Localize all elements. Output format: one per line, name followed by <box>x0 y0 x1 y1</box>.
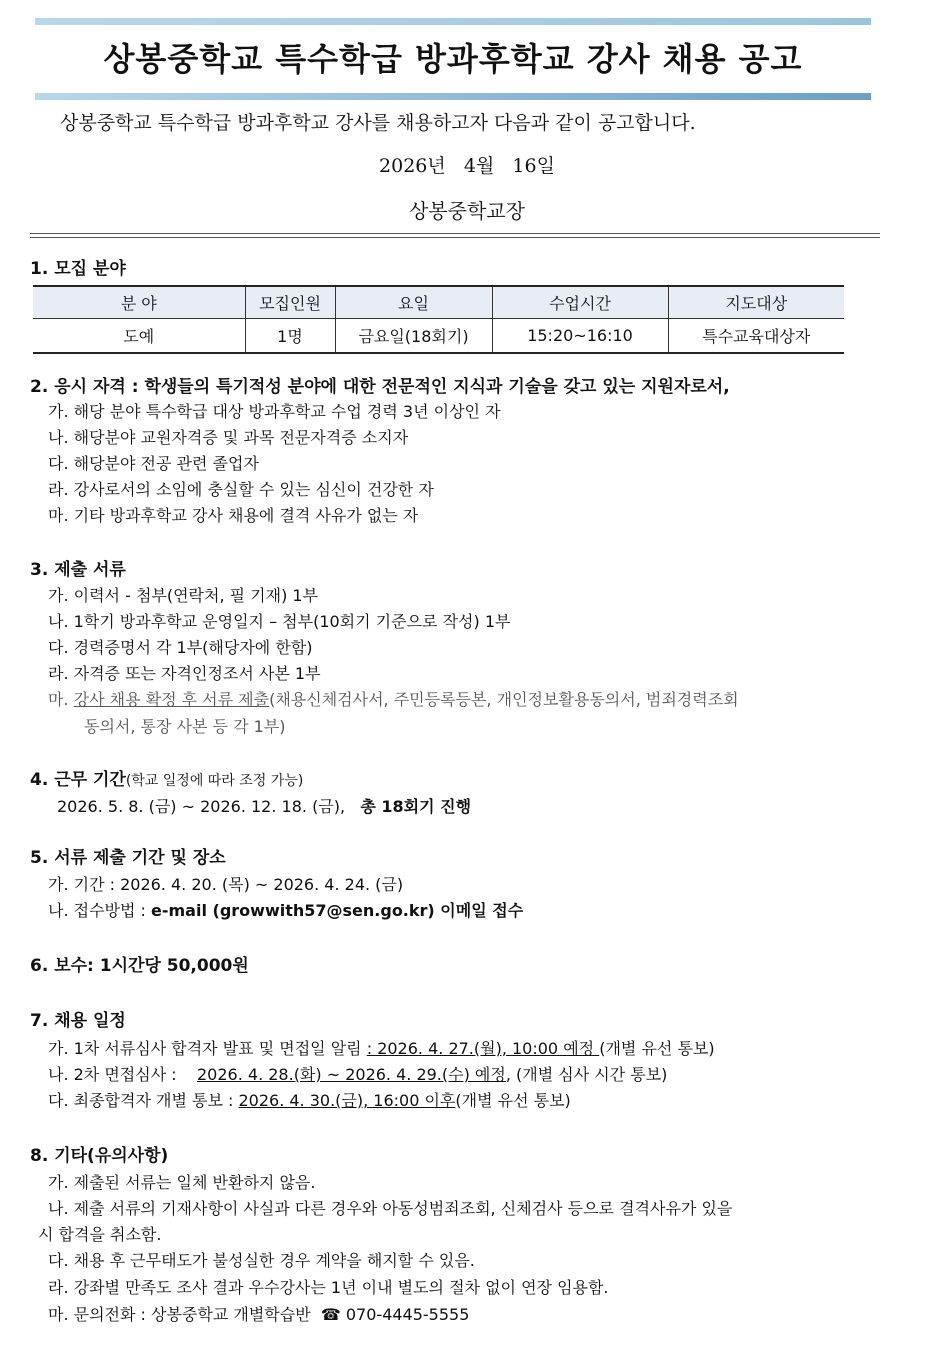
section-7-title: 7. 채용 일정 <box>30 1011 126 1031</box>
table-header-cell: 요일 <box>335 286 492 319</box>
intro-text: 상봉중학교 특수학급 방과후학교 강사를 채용하고자 다음과 같이 공고합니다. <box>60 112 696 134</box>
list-item: 가. 기간 : 2026. 4. 20. (목) ~ 2026. 4. 24. (금) <box>48 875 404 894</box>
table-row <box>33 319 844 354</box>
item-prefix: 마. <box>48 690 74 709</box>
recruit-table <box>33 285 844 354</box>
table-cell: 금요일(18회기) <box>335 319 492 354</box>
section-note: (학교 일정에 따라 조정 가능) <box>125 773 304 789</box>
table-cell: 특수교육대상자 <box>668 319 844 354</box>
section-3-title: 3. 제출 서류 <box>30 560 126 580</box>
item-underlined-text: 강사 채용 확정 후 서류 제출 <box>73 690 270 709</box>
list-item <box>48 1302 469 1328</box>
period-text: 2026. 5. 8. (금) ~ 2026. 12. 18. (금), <box>57 797 346 816</box>
item-text: (개별 유선 통보) <box>599 1039 715 1058</box>
announce-date: 2026년 4월 16일 <box>379 155 555 177</box>
table-header-cell: 지도대상 <box>668 286 844 319</box>
phone-number: 070-4445-5555 <box>345 1305 470 1324</box>
list-item-continuation: 시 합격을 취소함. <box>38 1225 162 1244</box>
page-title: 상봉중학교 특수학급 방과후학교 강사 채용 공고 <box>103 40 803 78</box>
item-prefix: 마. 문의전화 : 상봉중학교 개별학습반 <box>48 1305 316 1324</box>
item-underlined-text: 2026. 4. 30.(금), 16:00 이후 <box>238 1091 456 1110</box>
list-item: 다. 경력증명서 각 1부(해당자에 한함) <box>48 638 313 657</box>
list-item: 라. 강좌별 만족도 조사 결과 우수강사는 1년 이내 별도의 절차 없이 연장 임용함. <box>48 1278 609 1297</box>
title-bottom-bar <box>35 93 871 100</box>
list-item: 가. 해당 분야 특수학급 대상 방과후학교 수업 경력 3년 이상인 자 <box>48 402 501 421</box>
signer: 상봉중학교장 <box>409 199 525 223</box>
list-item: 가. 이력서 - 첨부(연락처, 필 기재) 1부 <box>48 586 319 605</box>
item-label: 나. 접수방법 : <box>48 901 152 920</box>
section-1-title: 1. 모집 분야 <box>30 259 126 279</box>
item-underlined-text: 2026. 4. 28.(화) ~ 2026. 4. 29.(수) 예정 <box>197 1065 506 1084</box>
item-text: (채용신체검사서, 주민등록등본, 개인정보활용동의서, 범죄경력조회 <box>269 690 739 709</box>
list-item: 다. 채용 후 근무태도가 불성실한 경우 계약을 해지할 수 있음. <box>48 1251 475 1270</box>
list-item: 라. 강사로서의 소임에 충실할 수 있는 심신이 건강한 자 <box>48 480 434 499</box>
table-header-cell: 분 야 <box>33 286 245 319</box>
table-header-cell: 수업시간 <box>492 286 668 319</box>
list-item: 다. 해당분야 전공 관련 졸업자 <box>48 454 259 473</box>
list-item: 나. 해당분야 교원자격증 및 과목 전문자격증 소지자 <box>48 428 409 447</box>
email-info: e-mail (growwith57@sen.go.kr) 이메일 접수 <box>151 901 524 920</box>
section-4-title <box>30 767 303 794</box>
item-prefix: 가. 1차 서류심사 합격자 발표 및 면접일 알림 <box>48 1039 367 1058</box>
section-title-text: 4. 근무 기간 <box>30 770 126 790</box>
section-6-title: 6. 보수: 1시간당 50,000원 <box>30 956 249 976</box>
title-top-bar <box>35 18 871 25</box>
item-prefix: 다. 최종합격자 개별 통보 : <box>48 1091 239 1110</box>
table-header-row <box>33 286 844 319</box>
total-sessions: 총 18회기 진행 <box>360 797 472 816</box>
section-5-title: 5. 서류 제출 기간 및 장소 <box>30 848 226 868</box>
item-text: (개별 유선 통보) <box>455 1091 571 1110</box>
list-item: 나. 1학기 방과후학교 운영일지 – 첨부(10회기 기준으로 작성) 1부 <box>48 612 511 631</box>
double-divider <box>30 233 880 238</box>
list-item: 마. 기타 방과후학교 강사 채용에 결격 사유가 없는 자 <box>48 506 419 525</box>
table-cell: 1명 <box>245 319 335 354</box>
list-item <box>48 1036 715 1062</box>
phone-icon: ☎ <box>320 1305 341 1324</box>
list-item <box>48 1062 667 1088</box>
table-header-cell: 모집인원 <box>245 286 335 319</box>
section-2-title: 2. 응시 자격 : 학생들의 특기적성 분야에 대한 전문적인 지식과 기술을 갖고 있는 지원자로서, <box>30 377 730 397</box>
item-text: , (개별 심사 시간 통보) <box>505 1065 668 1084</box>
list-item: 가. 제출된 서류는 일체 반환하지 않음. <box>48 1173 316 1192</box>
work-period <box>57 794 471 820</box>
item-prefix: 나. 2차 면접심사 : <box>48 1065 197 1084</box>
list-item-continuation: 동의서, 통장 사본 등 각 1부) <box>84 717 286 736</box>
list-item <box>48 898 523 924</box>
table-cell: 도예 <box>33 319 245 354</box>
item-underlined-text: : 2026. 4. 27.(월), 10:00 예정 <box>366 1039 600 1058</box>
section-8-title: 8. 기타(유의사항) <box>30 1146 169 1166</box>
list-item <box>48 687 739 713</box>
list-item: 나. 제출 서류의 기재사항이 사실과 다른 경우와 아동성범죄조회, 신체검사 등으로 결격사유가 있을 <box>48 1199 733 1218</box>
table-cell: 15:20~16:10 <box>492 319 668 354</box>
list-item: 라. 자격증 또는 자격인정조서 사본 1부 <box>48 664 321 683</box>
list-item <box>48 1088 571 1114</box>
